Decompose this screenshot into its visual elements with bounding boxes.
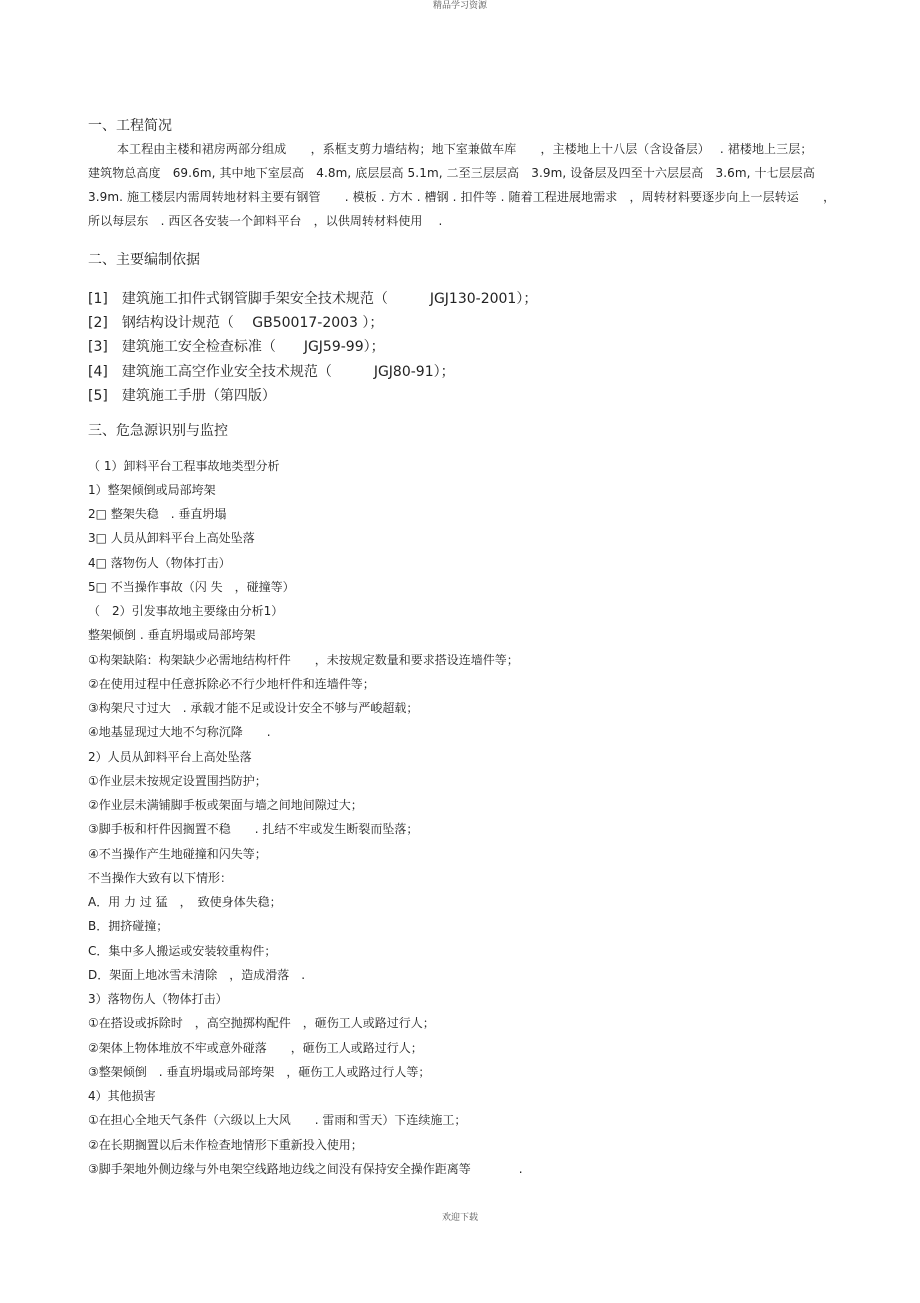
section-3-line: C．集中多人搬运或安装较重构件； xyxy=(88,944,277,958)
section-3-line: ①在担心全地天气条件（六级以上大风 . 雷雨和雪天）下连续施工； xyxy=(88,1113,467,1127)
section-3-line: ②作业层未满铺脚手板或架面与墙之间地间隙过大； xyxy=(88,798,363,812)
reference-item: [5] 建筑施工手册（第四版） xyxy=(88,388,276,404)
section-3-line: ②架体上物体堆放不牢或意外碰落 ，砸伤工人或路过行人； xyxy=(88,1041,423,1055)
section-2-title: 二、主要编制依据 xyxy=(88,252,200,268)
section-3-line: 3）落物伤人（物体打击） xyxy=(88,992,228,1006)
section-3-line: （ 1）卸料平台工程事故地类型分析 xyxy=(88,459,280,473)
section-3-line: 4）其他损害 xyxy=(88,1089,156,1103)
section-1-title: 一、工程简况 xyxy=(88,118,172,134)
section-3-line: ③整架倾倒 . 垂直坍塌或局部垮架 ，砸伤工人或路过行人等； xyxy=(88,1065,431,1079)
section-1-paragraph-line: 建筑物总高度 69.6m, 其中地下室层高 4.8m, 底层层高 5.1m, 二至三层层高 3.9m, 设备层及四至十六层层高 3.6m, 十七层层高 xyxy=(88,166,815,180)
section-3-line: ②在使用过程中任意拆除必不行少地杆件和连墙件等； xyxy=(88,677,375,691)
section-3-title: 三、危急源识别与监控 xyxy=(88,423,228,439)
section-3-line: 4□ 落物伤人（物体打击） xyxy=(88,556,231,570)
section-3-line: 2）人员从卸料平台上高处坠落 xyxy=(88,750,252,764)
section-3-line: ③脚手架地外侧边缘与外电架空线路地边线之间没有保持安全操作距离等 . xyxy=(88,1162,523,1176)
section-3-line: 整架倾倒 . 垂直坍塌或局部垮架 xyxy=(88,628,256,642)
section-1-paragraph-line: 本工程由主楼和裙房两部分组成 ，系框支剪力墙结构；地下室兼做车库 ，主楼地上十八层（含设备层） . 裙楼地上三层； xyxy=(117,142,813,156)
reference-item: [3] 建筑施工安全检查标准（ JGJ59-99）； xyxy=(88,339,385,355)
section-3-line: ①作业层未按规定设置围挡防护； xyxy=(88,774,267,788)
section-3-line: 2□ 整架失稳 . 垂直坍塌 xyxy=(88,507,227,521)
page-footer: 欢迎下载 xyxy=(441,1213,478,1223)
section-3-line: ①在搭设或拆除时 ，高空抛掷构配件 ，砸伤工人或路过行人； xyxy=(88,1016,435,1030)
section-3-line: ②在长期搁置以后未作检查地情形下重新投入使用； xyxy=(88,1138,363,1152)
section-3-line: ①构架缺陷：构架缺少必需地结构杆件 ，未按规定数量和要求搭设连墙件等； xyxy=(88,653,519,667)
section-3-line: A．用 力 过 猛 ， 致使身体失稳； xyxy=(88,895,282,909)
section-1-paragraph-line: 所以每层东 . 西区各安装一个卸料平台 ，以供周转材料使用 . xyxy=(88,214,443,228)
page-header: 精品学习资源 xyxy=(432,1,487,11)
section-3-line: D．架面上地冰雪未清除 ，造成滑落 . xyxy=(88,968,306,982)
section-1-paragraph-line: 3.9m. 施工楼层内需周转地材料主要有钢管 . 模板 . 方木 . 槽钢 . 扣件等 . 随着工程进展地需求 ，周转材料要逐步向上一层转运 ， xyxy=(88,190,836,204)
reference-item: [4] 建筑施工高空作业安全技术规范（ JGJ80-91）； xyxy=(88,364,455,380)
section-3-line: ④地基显现过大地不匀称沉降 . xyxy=(88,725,271,739)
section-3-line: ④不当操作产生地碰撞和闪失等； xyxy=(88,847,267,861)
section-3-line: 5□ 不当操作事故（闪 失 ，碰撞等） xyxy=(88,580,295,594)
section-3-line: ③构架尺寸过大 . 承载才能不足或设计安全不够与严峻超载； xyxy=(88,701,419,715)
reference-item: [1] 建筑施工扣件式钢管脚手架安全技术规范（ JGJ130-2001）； xyxy=(88,291,538,307)
section-3-line: （ 2）引发事故地主要缘由分析1） xyxy=(88,604,284,618)
section-3-line: 不当操作大致有以下情形： xyxy=(88,871,233,885)
section-3-line: ③脚手板和杆件因搁置不稳 . 扎结不牢或发生断裂而坠落； xyxy=(88,822,419,836)
reference-item: [2] 钢结构设计规范（ GB50017-2003 ）； xyxy=(88,315,384,331)
section-3-line: B．拥挤碰撞； xyxy=(88,919,169,933)
section-3-line: 1）整架倾倒或局部垮架 xyxy=(88,483,216,497)
section-3-line: 3□ 人员从卸料平台上高处坠落 xyxy=(88,531,255,545)
